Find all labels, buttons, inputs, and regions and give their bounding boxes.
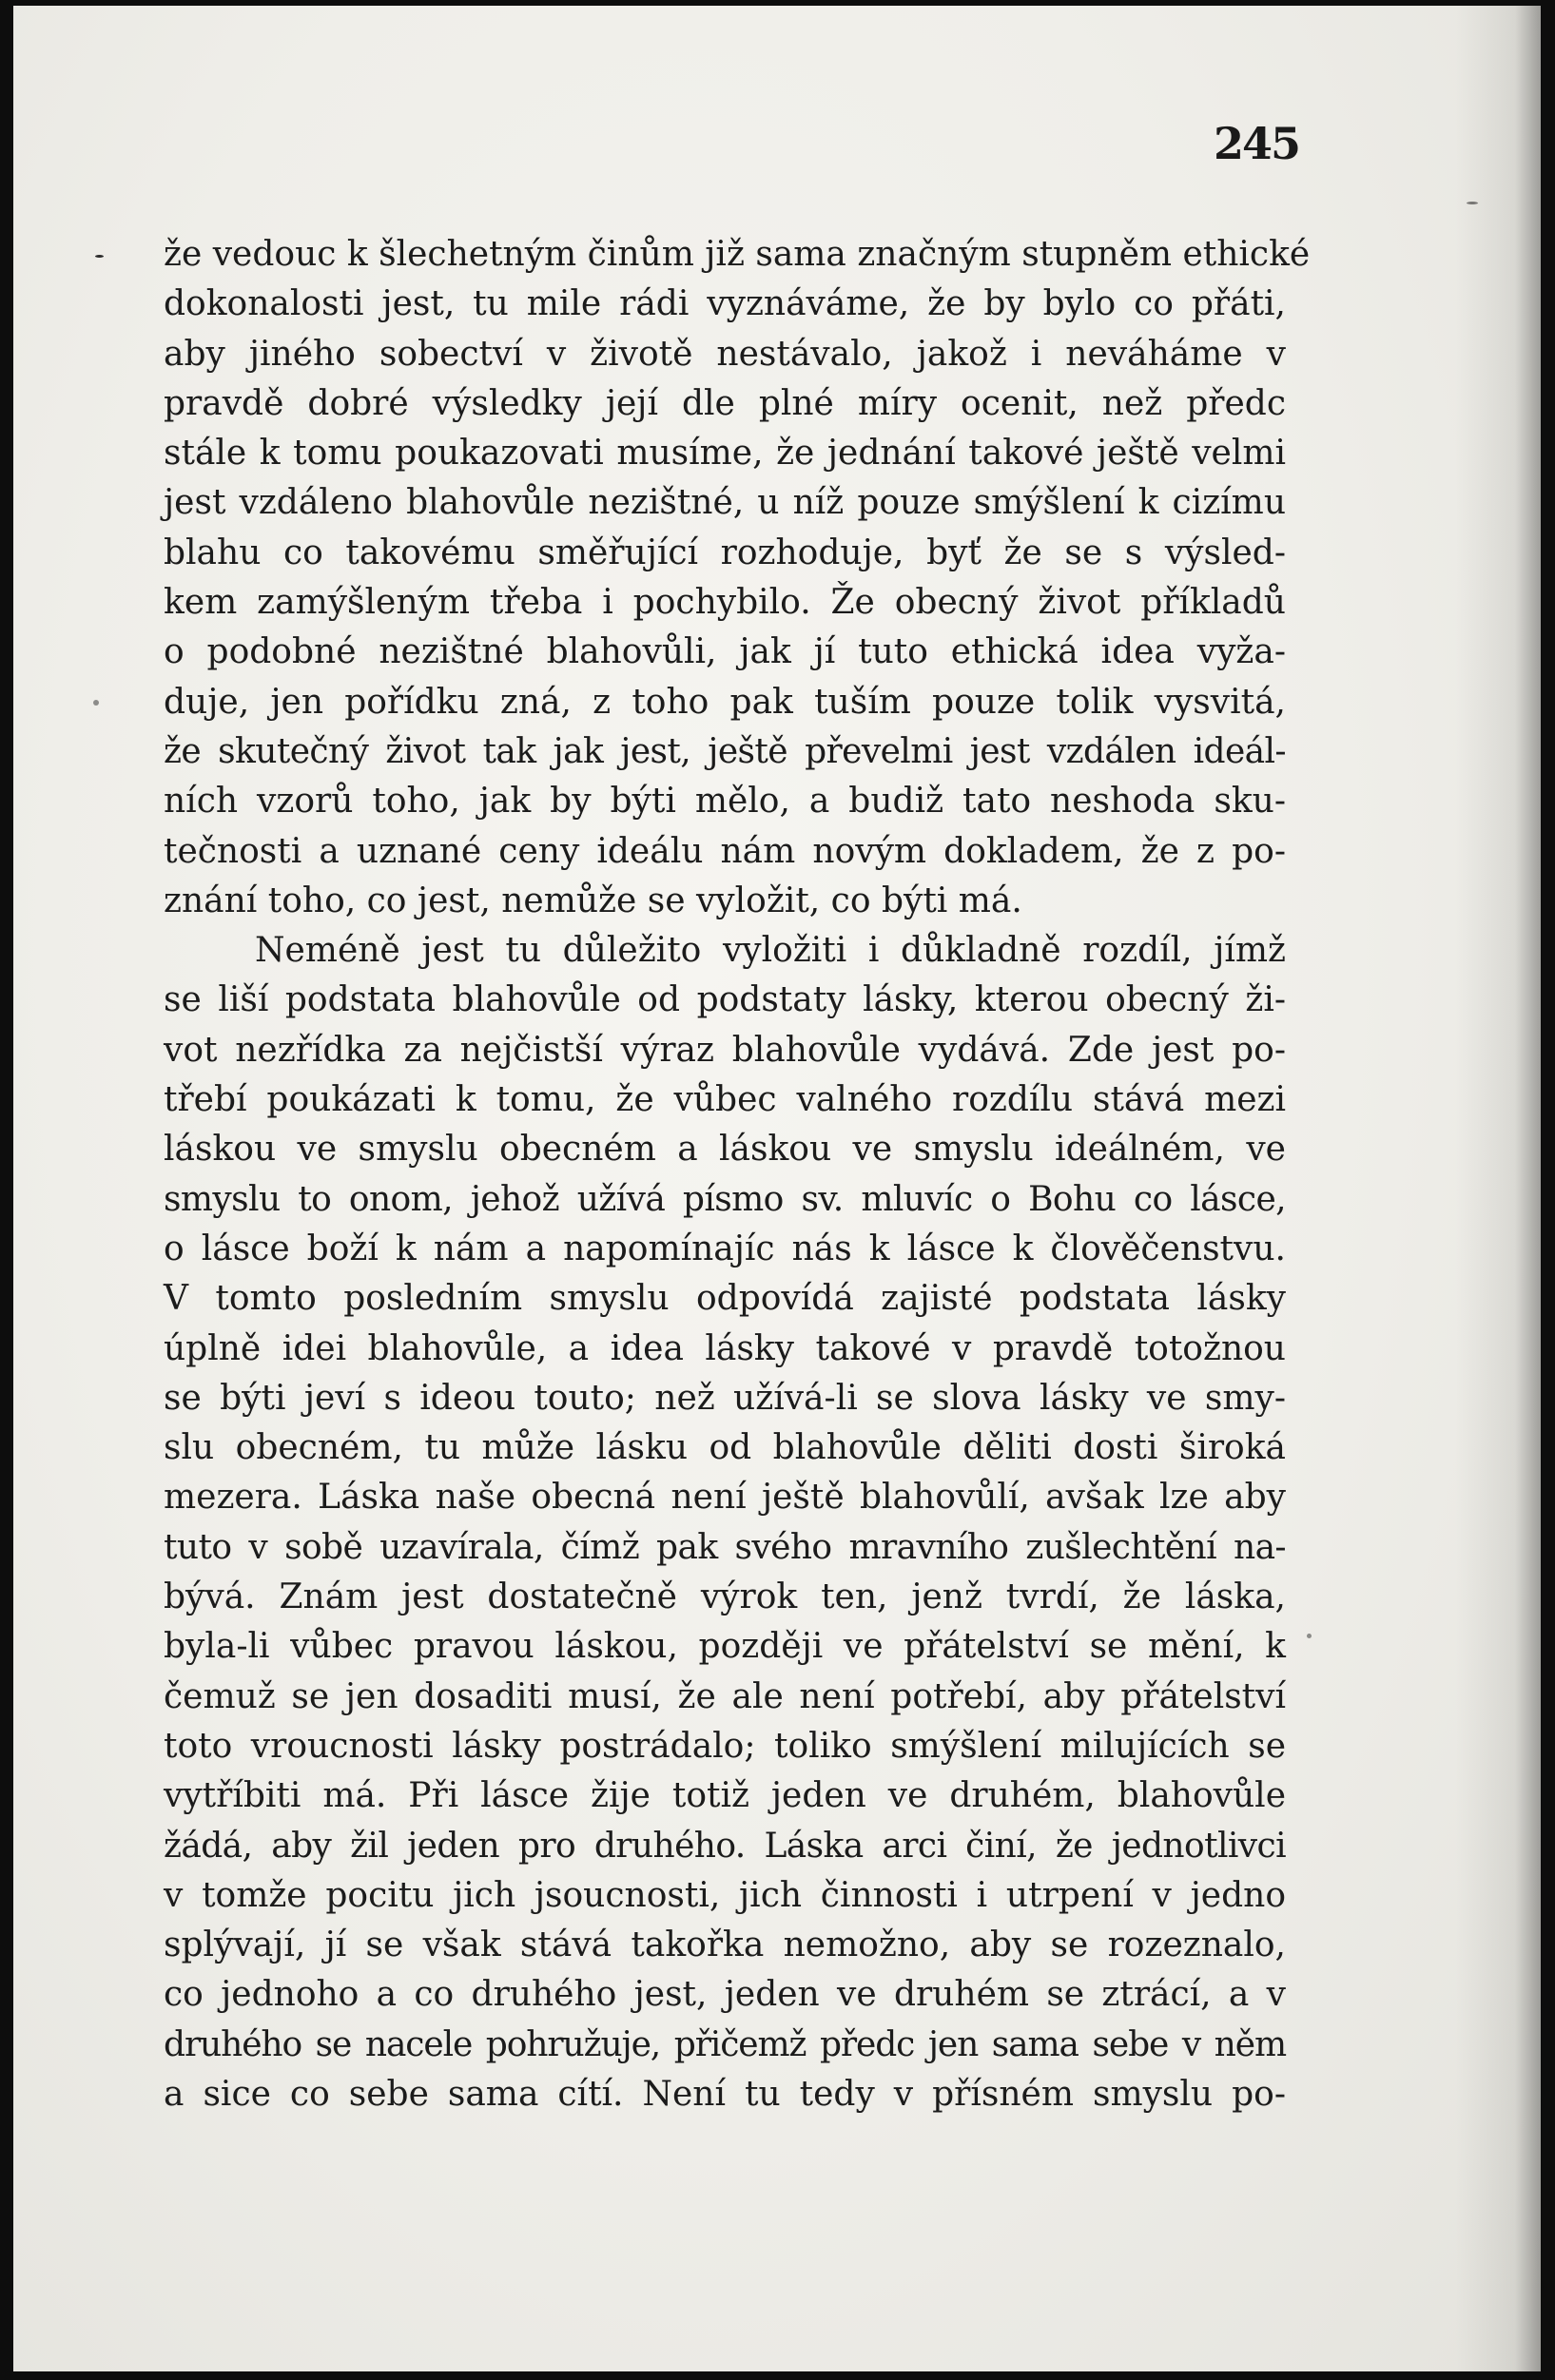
text-line: slu obecném, tu může lásku od blahovůle děliti dosti široká — [164, 1428, 1286, 1468]
text-line: jest vzdáleno blahovůle nezištné, u níž pouze smýšlení k cizímu — [164, 483, 1286, 523]
text-line: vot nezřídka za nejčistší výraz blahovůle vydává. Zde jest po- — [164, 1030, 1286, 1070]
text-line: dokonalosti jest, tu mile rádi vyznáváme, že by bylo co přáti, — [164, 284, 1286, 324]
text-line: splývají, jí se však stává takořka nemožno, aby se rozeznalo, — [164, 1925, 1286, 1965]
text-line: V tomto posledním smyslu odpovídá zajisté podstata lásky — [164, 1279, 1286, 1319]
text-line: aby jiného sobectví v životě nestávalo, jakož i neváháme v — [164, 334, 1286, 374]
text-line: tečnosti a uznané ceny ideálu nám novým dokladem, že z po- — [164, 831, 1286, 871]
scan-speck — [1467, 202, 1478, 204]
text-line: v tomže pocitu jich jsoucnosti, jich činnosti i utrpení v jedno — [164, 1875, 1286, 1915]
text-line: žádá, aby žil jeden pro druhého. Láska arci činí, že jednotlivci — [164, 1826, 1286, 1866]
text-line: duje, jen pořídku zná, z toho pak tuším pouze tolik vysvitá, — [164, 682, 1286, 722]
scan-speck — [1307, 1634, 1312, 1638]
book-page — [13, 6, 1541, 2371]
text-line: se liší podstata blahovůle od podstaty lásky, kterou obecný ži- — [164, 980, 1286, 1020]
text-line: se býti jeví s ideou touto; než užívá-li se slova lásky ve smy- — [164, 1378, 1286, 1418]
text-line: čemuž se jen dosaditi musí, že ale není potřebí, aby přátelství — [164, 1676, 1286, 1716]
text-line: byla-li vůbec pravou láskou, později ve přátelství se mění, k — [164, 1627, 1286, 1667]
text-line: a sice co sebe sama cítí. Není tu tedy v přísném smyslu po- — [164, 2074, 1286, 2114]
text-line: pravdě dobré výsledky její dle plné míry ocenit, než předc — [164, 383, 1286, 423]
text-line: stále k tomu poukazovati musíme, že jednání takové ještě velmi — [164, 434, 1286, 474]
text-line: tuto v sobě uzavírala, čímž pak svého mravního zušlechtění na- — [164, 1527, 1286, 1567]
text-line: toto vroucnosti lásky postrádalo; toliko smýšlení milujících se — [164, 1726, 1286, 1766]
text-line: smyslu to onom, jehož užívá písmo sv. mluvíc o Bohu co lásce, — [164, 1179, 1286, 1219]
text-line: o lásce boží k nám a napomínajíc nás k lásce k člověčenstvu. — [164, 1229, 1286, 1268]
text-line: kem zamýšleným třeba i pochybilo. Že obecný život příkladů — [164, 583, 1286, 623]
body-text — [164, 230, 1311, 2119]
text-line: mezera. Láska naše obecná není ještě blahovůlí, avšak lze aby — [164, 1478, 1286, 1518]
text-line: bývá. Znám jest dostatečně výrok ten, jenž tvrdí, že láska, — [164, 1577, 1286, 1617]
paragraph-end-line: znání toho, co jest, nemůže se vyložit, co býti má. — [164, 880, 1022, 920]
text-line: vytříbiti má. Při lásce žije totiž jeden ve druhém, blahovůle — [164, 1776, 1286, 1816]
text-line: co jednoho a co druhého jest, jeden ve druhém se ztrácí, a v — [164, 1975, 1286, 2015]
text-line: o podobné nezištné blahovůli, jak jí tuto ethická idea vyža- — [164, 632, 1286, 672]
text-line: úplně idei blahovůle, a idea lásky takové v pravdě totožnou — [164, 1328, 1286, 1368]
text-line: ních vzorů toho, jak by býti mělo, a budiž tato neshoda sku- — [164, 782, 1286, 822]
text-line: že vedouc k šlechetným činům již sama značným stupněm ethické — [164, 235, 1311, 274]
text-line: třebí poukázati k tomu, že vůbec valného rozdílu stává mezi — [164, 1080, 1286, 1120]
scan-speck — [93, 700, 99, 706]
paragraph-start-line: Neméně jest tu důležito vyložiti i důkladně rozdíl, jímž — [255, 931, 1286, 971]
text-line: druhého se nacele pohružuje, přičemž předc jen sama sebe v něm — [164, 2024, 1286, 2064]
text-line: blahu co takovému směřující rozhoduje, byť že se s výsled- — [164, 532, 1286, 572]
text-line: že skutečný život tak jak jest, ještě převelmi jest vzdálen ideál- — [164, 731, 1286, 771]
scan-speck — [95, 255, 104, 258]
page-number: 245 — [1214, 118, 1300, 169]
text-line: láskou ve smyslu obecném a láskou ve smyslu ideálném, ve — [164, 1130, 1286, 1170]
